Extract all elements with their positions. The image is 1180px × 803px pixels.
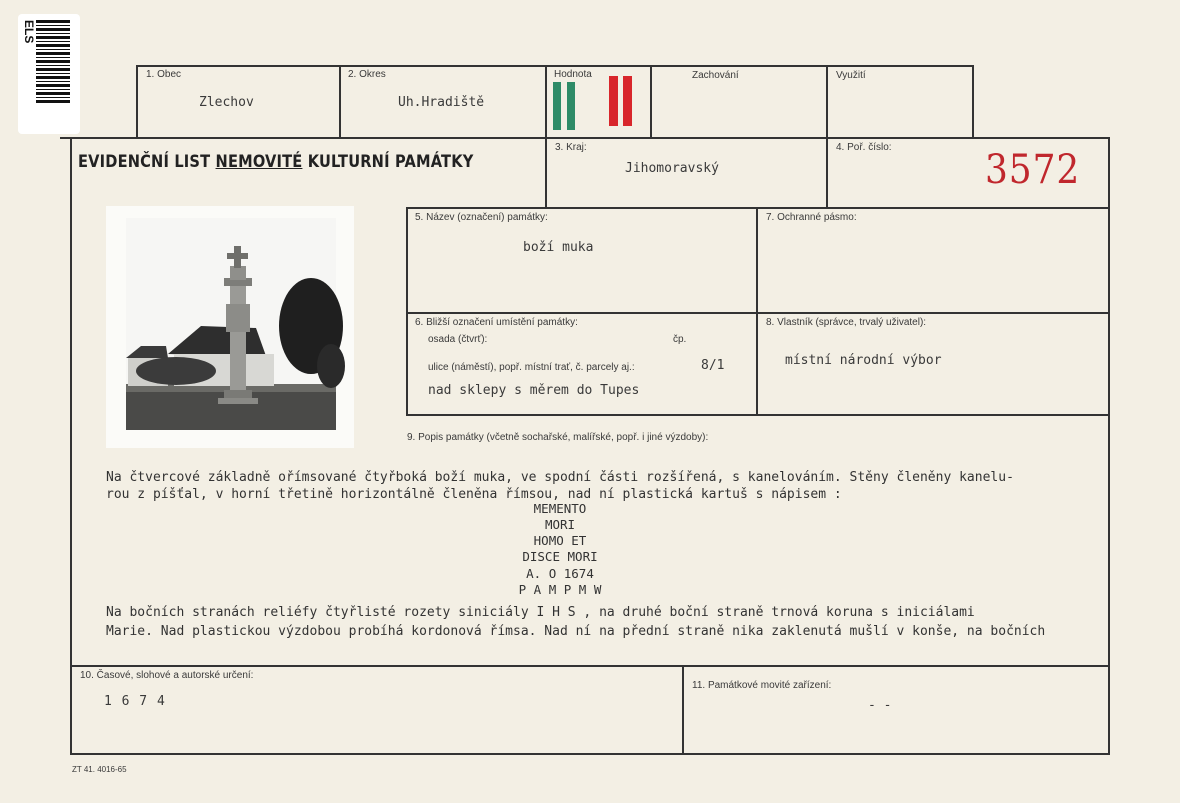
popis-label: 9. Popis památky (včetně sochařské, malířské, popř. i jiné výzdoby):: [407, 432, 709, 443]
umisteni-value: nad sklepy s měrem do Tupes: [428, 383, 640, 398]
okres-value: Uh.Hradiště: [398, 95, 485, 110]
hodnota-label: Hodnota: [554, 69, 592, 80]
obec-label: 1. Obec: [146, 69, 182, 80]
inscription-line-1: MEMENTO: [533, 501, 587, 516]
popis-line-4: Marie. Nad plastickou výzdobou probíhá kordonová římsa. Nad ní na přední straně nika zaklenutá mušlí v konše, na bočních: [106, 624, 1046, 639]
nazev-label: 5. Název (označení) památky:: [415, 212, 548, 223]
zachovani-label: Zachování: [692, 70, 739, 81]
form-title: EVIDENČNÍ LIST NEMOVITÉ KULTURNÍ PAMÁTKY: [78, 152, 474, 172]
ochranne-pasmo-label: 7. Ochranné pásmo:: [766, 212, 857, 223]
inscription-line-2: MORI: [544, 517, 576, 532]
kraj-value: Jihomoravský: [625, 161, 719, 176]
popis-line-1: Na čtvercové základně ořímsované čtyřboká boží muka, ve spodní části rozšířená, s kanelováním. Stěny členěny kanelu-: [106, 470, 1014, 485]
okres-label: 2. Okres: [348, 69, 386, 80]
monument-photo: [106, 206, 354, 448]
ulice-label: ulice (náměstí), popř. místní trať, č. parcely aj.:: [428, 362, 635, 373]
barcode: [36, 20, 70, 104]
footer-code: ZT 41. 4016-65: [72, 765, 127, 774]
obec-value: Zlechov: [199, 95, 254, 110]
parcela-value: 8/1: [701, 358, 725, 373]
vlastnik-label: 8. Vlastník (správce, trvalý uživatel):: [766, 317, 927, 328]
umisteni-label: 6. Bližší označení umístění památky:: [415, 317, 578, 328]
hodnota-mark-green: [553, 82, 579, 130]
osada-label: osada (čtvrť):: [428, 334, 488, 345]
vlastnik-value: místní národní výbor: [785, 353, 942, 368]
por-cislo-value: 3572: [985, 147, 1081, 193]
popis-line-2: rou z píšťal, v horní třetině horizontálně členěna římsou, nad ní plastická kartuš s nápisem :: [106, 487, 842, 502]
cp-label: čp.: [673, 334, 687, 345]
vyuziti-label: Využití: [836, 70, 866, 81]
casove-urceni-value: 1 6 7 4: [104, 694, 166, 709]
inscription-line-4: DISCE MORI: [522, 549, 598, 564]
movite-zarizeni-value: - -: [868, 698, 892, 713]
inscription-line-3: HOMO ET: [533, 533, 587, 548]
nazev-value: boží muka: [523, 240, 594, 255]
por-cislo-label: 4. Poř. číslo:: [836, 142, 892, 153]
inscription-line-5: A. O 1674: [526, 566, 594, 581]
barcode-label: ELS: [22, 20, 36, 44]
movite-zarizeni-label: 11. Památkové movité zařízení:: [692, 680, 832, 691]
kraj-label: 3. Kraj:: [555, 142, 587, 153]
hodnota-mark-red: [609, 76, 635, 126]
popis-line-3: Na bočních stranách reliéfy čtyřlisté rozety siniciály I H S , na druhé boční straně trnová koruna s iniciálami: [106, 605, 975, 620]
casove-urceni-label: 10. Časové, slohové a autorské určení:: [80, 670, 254, 681]
inscription-line-6: P A M P M W: [518, 582, 602, 597]
